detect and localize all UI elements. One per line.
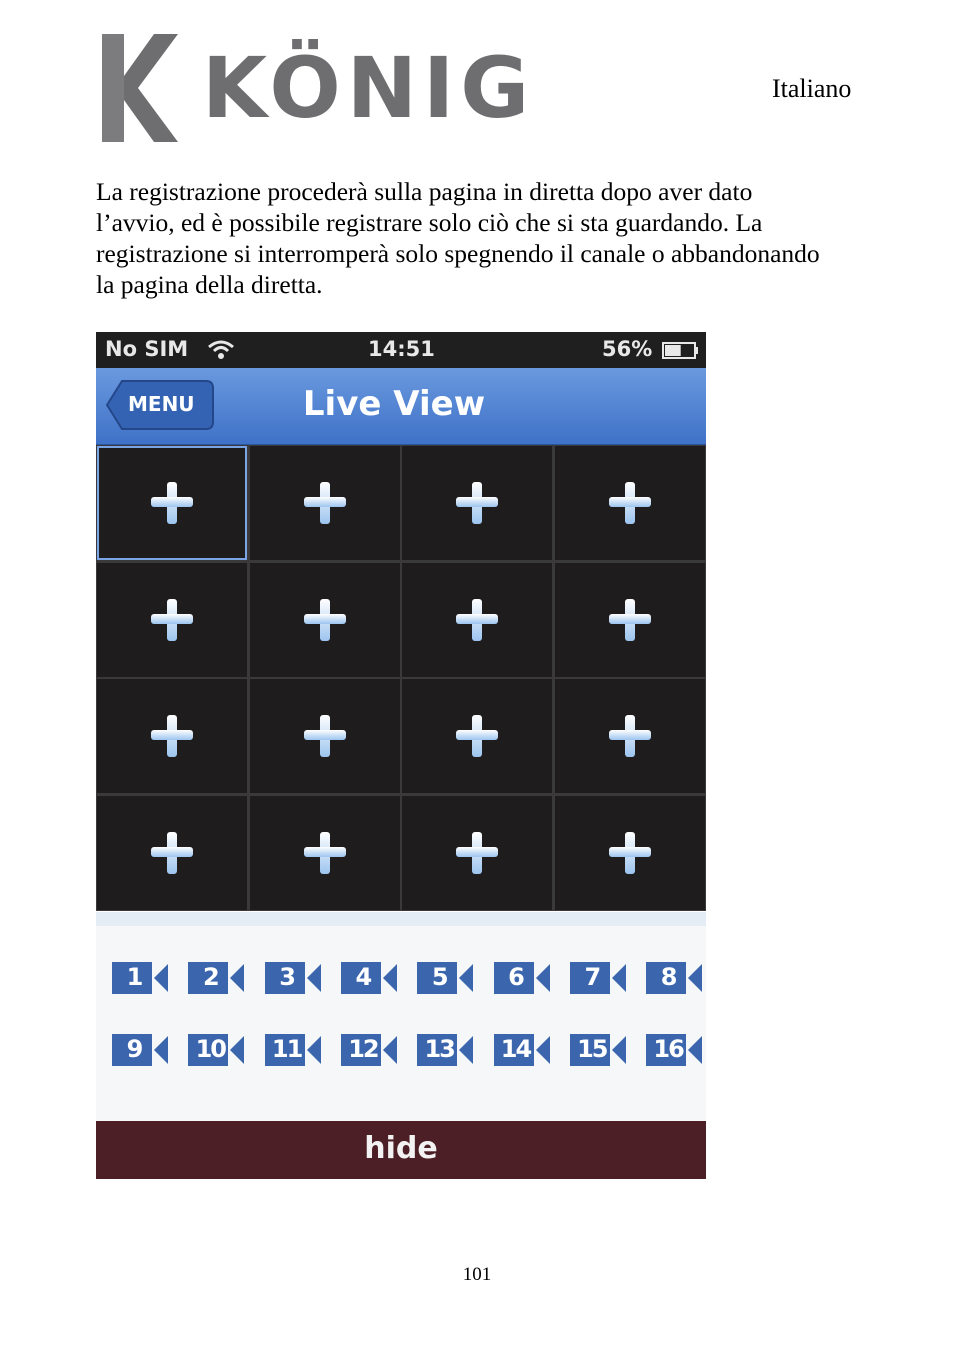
grid-cell[interactable] (555, 679, 705, 793)
language-label: Italiano (772, 74, 852, 103)
grid-cell[interactable] (250, 563, 400, 677)
grid-cell[interactable] (555, 563, 705, 677)
channel-camera-button[interactable] (265, 960, 321, 996)
plus-icon (149, 713, 195, 759)
channel-number: 16 (653, 1035, 683, 1063)
konig-k-mark (98, 32, 180, 144)
channel-number: 1 (126, 963, 142, 991)
plus-icon (454, 713, 500, 759)
channel-number: 13 (424, 1035, 454, 1063)
channel-number: 4 (355, 963, 371, 991)
channel-camera-button[interactable] (188, 1032, 244, 1068)
channel-camera-button[interactable] (341, 960, 397, 996)
plus-icon (607, 480, 653, 526)
body-paragraph: La registrazione procederà sulla pagina in diretta dopo aver dato l’avvio, ed è possibile registrare solo ciò che si sta guardando. La registrazione si interromperà solo spegnendo il canale o abbandonando la pagina della diretta. (96, 177, 820, 299)
channel-camera-button[interactable] (570, 1032, 626, 1068)
plus-icon (454, 597, 500, 643)
channel-camera-button[interactable] (570, 960, 626, 996)
grid-cell[interactable] (555, 796, 705, 910)
grid-cell[interactable] (402, 796, 552, 910)
channel-camera-button[interactable] (646, 960, 702, 996)
channel-camera-button[interactable] (188, 960, 244, 996)
plus-icon (607, 597, 653, 643)
channel-camera-button[interactable] (341, 1032, 397, 1068)
channel-number: 8 (660, 963, 676, 991)
hide-button[interactable]: hide (96, 1121, 706, 1179)
battery-icon (662, 342, 700, 360)
menu-label: MENU (128, 392, 195, 416)
channel-camera-button[interactable] (646, 1032, 702, 1068)
grid-cell[interactable] (402, 446, 552, 560)
wifi-icon (206, 337, 236, 361)
channel-number: 3 (279, 963, 294, 991)
plus-icon (302, 597, 348, 643)
grid-cell[interactable] (97, 446, 247, 560)
plus-icon (454, 480, 500, 526)
channel-number: 12 (348, 1035, 378, 1063)
channel-number: 10 (195, 1035, 225, 1063)
status-time: 14:51 (368, 337, 435, 361)
plus-icon (302, 713, 348, 759)
channel-number: 9 (126, 1035, 142, 1063)
status-bar (96, 332, 706, 368)
channel-number: 2 (202, 963, 218, 991)
battery-percent: 56% (602, 337, 653, 361)
grid-cell[interactable] (97, 796, 247, 910)
channel-camera-button[interactable] (494, 1032, 550, 1068)
plus-icon (607, 713, 653, 759)
grid-cell[interactable] (250, 679, 400, 793)
channel-camera-button[interactable] (417, 1032, 473, 1068)
channel-number: 7 (584, 963, 600, 991)
plus-icon (302, 830, 348, 876)
plus-icon (149, 597, 195, 643)
grid-cell[interactable] (402, 563, 552, 677)
plus-icon (607, 830, 653, 876)
app-screenshot (96, 332, 706, 1179)
nav-title: Live View (302, 384, 486, 424)
live-view-grid (96, 445, 706, 911)
plus-icon (149, 830, 195, 876)
grid-cell[interactable] (250, 796, 400, 910)
channel-number: 14 (500, 1035, 531, 1063)
carrier-label: No SIM (105, 337, 189, 361)
brand-wordmark: KÖNIG (202, 39, 536, 137)
plus-icon (149, 480, 195, 526)
channel-number: 5 (431, 963, 447, 991)
page-number: 101 (462, 1264, 492, 1285)
channel-camera-button[interactable] (265, 1032, 321, 1068)
plus-icon (454, 830, 500, 876)
channel-camera-button[interactable] (494, 960, 550, 996)
grid-cell[interactable] (97, 679, 247, 793)
channel-camera-button[interactable] (417, 960, 473, 996)
channel-camera-button[interactable] (112, 1032, 168, 1068)
channel-number: 6 (508, 963, 523, 991)
grid-cell[interactable] (97, 563, 247, 677)
grid-cell[interactable] (250, 446, 400, 560)
konig-logo (98, 32, 536, 144)
channel-number: 15 (577, 1035, 607, 1063)
channel-camera-button[interactable] (112, 960, 168, 996)
grid-cell[interactable] (402, 679, 552, 793)
channel-tray (96, 912, 706, 1122)
tray-divider (96, 912, 706, 926)
channel-number: 11 (271, 1035, 302, 1063)
plus-icon (302, 480, 348, 526)
nav-bar (96, 368, 706, 446)
grid-cell[interactable] (555, 446, 705, 560)
